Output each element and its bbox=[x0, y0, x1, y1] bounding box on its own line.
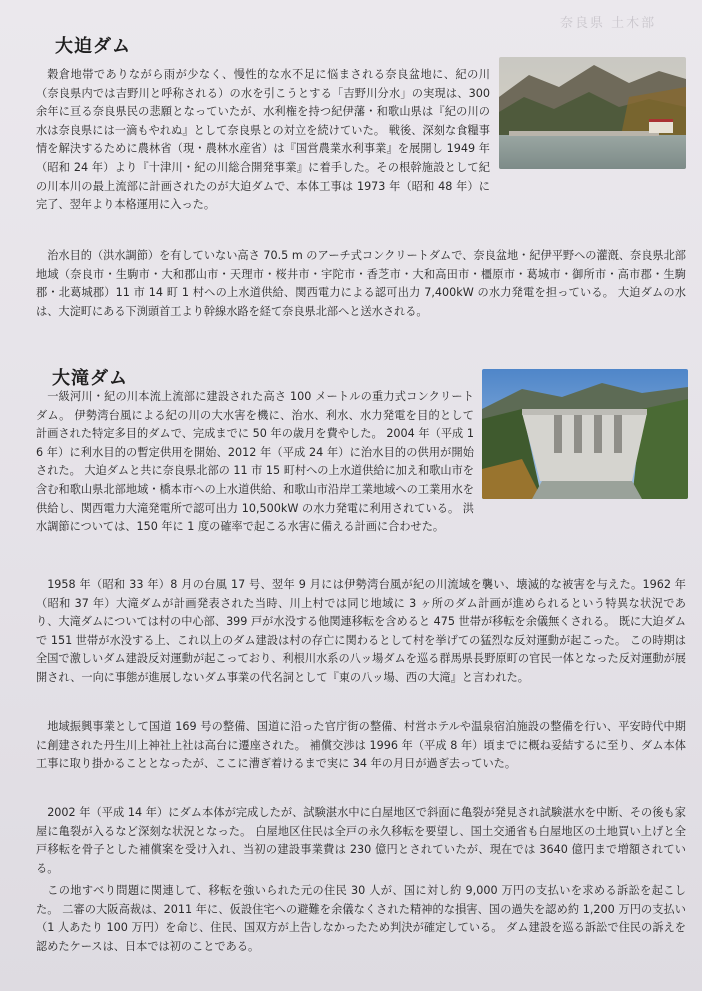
section-title-ohtaki-dam: 大滝ダム bbox=[52, 368, 128, 389]
section2-paragraph-5-text: この地すべり問題に関連して、移転を強いられた元の住民 30 人が、国に対し約 9,000 万円の支払いを求める訴訟を起こした。 二審の大阪高裁は、2011 年に、仮設住宅への避難を余儀なくされた精神的な損害、国の過失を認め約 1,200 万円の支払い（1 人あたり 100 万円）を命じ、住民、国双方が上告しなかったため判決が確定している。 ダム建設を巡る訴訟で住民の訴えを認めたケースは、日本では初のことである。 bbox=[36, 884, 686, 953]
section1-paragraph-2-text: 治水目的（洪水調節）を有していない高さ 70.5 m のアーチ式コンクリートダムで、奈良盆地・紀伊平野への灌漑、奈良県北部地域（奈良市・生駒市・大和郡山市・天理市・桜井市・宇陀市・香芝市・大和高田市・橿原市・葛城市・御所市・高市郡・生駒郡・北葛城郡）11 市 14 町 1 村への上水道供給、関西電力による認可出力 7,400kW の水力発電を担っている。 大迫ダムの水は、大淀町にある下渕頭首工より幹線水路を経て奈良県北部へと送水される。 bbox=[36, 249, 686, 318]
section1-paragraph-1 bbox=[36, 66, 490, 215]
section2-paragraph-5 bbox=[36, 882, 686, 956]
ohsako-dam-photo bbox=[499, 57, 686, 169]
section1-paragraph-1-text: 穀倉地帯でありながら雨が少なく、慢性的な水不足に悩まされる奈良盆地に、紀の川（奈良県内では吉野川と呼称される）の水を引こうとする「吉野川分水」の実現は、300 余年に亘る奈良県民の悲願となっていたが、水利権を持つ紀伊藩・和歌山県は『紀の川の水は奈良県には一滴もやれぬ』として奈良県との対立を続けていた。 戦後、深刻な食糧事情を解決するために農林省（現・農林水産省）は『国営農業水利事業』を展開し 1949 年（昭和 24 年）より『十津川・紀の川総合開発事業』に着手した。その根幹施設として紀の川本川の最上流部に計画されたのが大迫ダムで、本体工事は 1973 年（昭和 48 年）に完了、翌年より本格運用に入った。 bbox=[36, 68, 490, 212]
section2-paragraph-3 bbox=[36, 718, 686, 774]
section2-paragraph-2-text: 1958 年（昭和 33 年）8 月の台風 17 号、翌年 9 月には伊勢湾台風が紀の川流域を襲い、壊滅的な被害を与えた。1962 年（昭和 37 年）大滝ダムが計画発表された当時、川上村では同じ地域に 3 ヶ所のダム計画が進められるという特異な状況であり、大滝ダムについては村の中心部、399 戸が水没する他関連移転を含めると 475 世帯が移転を余儀無くされる。 既に大迫ダムで 151 世帯が水没する上、これ以上のダム建設は村の存亡に関わるとして村を挙げての猛烈な反対運動が起こった。 この時期は全国で激しいダム建設反対運動が起こっており、利根川水系の八ッ場ダムを巡る群馬県長野原町の官民一体となった反対運動が展開され、一向に事態が進展しないダム事業の代名詞として『東の八ッ場、西の大滝』と言われた。 bbox=[36, 578, 686, 684]
section1-paragraph-2 bbox=[36, 247, 686, 321]
section2-paragraph-4 bbox=[36, 804, 686, 878]
section2-paragraph-3-text: 地域振興事業として国道 169 号の整備、国道に沿った官庁街の整備、村営ホテルや温泉宿泊施設の整備を行い、平安時代中期に創建された丹生川上神社上社は高台に遷座された。 補償交渉は 1996 年（平成 8 年）頃までに概ね妥結するに至り、ダム本体工事に取り掛かることとなったが、ここに漕ぎ着けるまで実に 34 年の月日が過ぎ去っていた。 bbox=[36, 720, 686, 771]
section2-paragraph-4-text: 2002 年（平成 14 年）にダム本体が完成したが、試験湛水中に白屋地区で斜面に亀裂が発見され試験湛水を中断、その後も家屋に亀裂が入るなど深刻な状況となった。 白屋地区住民は全戸の永久移転を要望し、国土交通省も白屋地区の土地買い上げと全戸移転を骨子とした補償案を受け入れ、当初の建設事業費は 230 億円とされていたが、現在では 3640 億円まで増額されている。 bbox=[36, 806, 686, 875]
section-title-ohsako-dam: 大迫ダム bbox=[55, 36, 131, 57]
ohtaki-dam-photo bbox=[482, 369, 688, 499]
section2-paragraph-1-text: 一級河川・紀の川本流上流部に建設された高さ 100 メートルの重力式コンクリートダム。 伊勢湾台風による紀の川の大水害を機に、治水、利水、水力発電を目的として計画された特定多目的ダムで、完成までに 50 年の歳月を費やした。 2004 年（平成 16 年）に利水目的の暫定供用を開始、2012 年（平成 24 年）に治水目的の供用が開始された。 大迫ダムと共に奈良県北部の 11 市 15 町村への上水道供給に加え和歌山市を含む和歌山県北部地域・橋本市への上水道供給、和歌山市沿岸工業地域への工業用水を供給し、関西電力大滝発電所で認可出力 10,500kW の水力発電に利用されている。 洪水調節については、150 年に 1 度の確率で起こる水害に備える計画に合わせた。 bbox=[36, 390, 474, 534]
section2-paragraph-2 bbox=[36, 576, 686, 688]
faint-header-text: 奈良県 土木部 bbox=[560, 16, 657, 31]
section2-paragraph-1 bbox=[36, 388, 474, 537]
